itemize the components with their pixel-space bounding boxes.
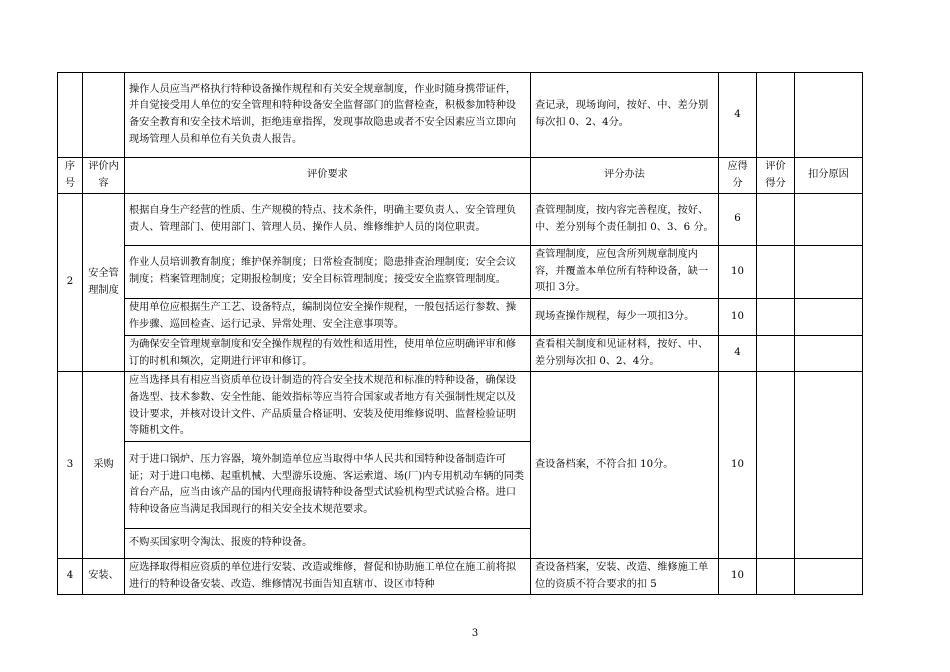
requirement-cell: 作业人员培训教育制度；维护保养制度；日常检查制度；隐患排查治理制度；安全会议制度；档案管理制度；定期报检制度；安全目标管理制度；接受安全监察管理制度。 [125, 246, 531, 299]
eval-score-cell [757, 194, 795, 246]
score-cell: 10 [719, 246, 757, 299]
header-content: 评价内容 [83, 158, 125, 194]
requirement-cell: 应选择取得相应资质的单位进行安装、改造或维修，督促和协助施工单位在施工前将拟进行的特种设备安装、改造、维修情况书面告知直辖市、设区市特种 [125, 559, 531, 595]
table-row [58, 246, 863, 299]
table-row [58, 335, 863, 371]
table-row-operator-duty [58, 73, 863, 158]
requirement-cell: 根据自身生产经营的性质、生产规模的特点、技术条件，明确主要负责人、安全管理负责人、管理部门、使用部门、管理人员、操作人员、维修维护人员的岗位职责。 [125, 194, 531, 246]
score-cell: 10 [719, 298, 757, 335]
table-row [58, 194, 863, 246]
evaluation-table [57, 72, 863, 595]
method-cell: 查管理制度，应包含所列规章制度内容，并覆盖本单位所有特种设备，缺一项扣 3分。 [531, 246, 719, 299]
method-cell: 查管理制度，按内容完善程度，按好、中、差分别每个责任制扣 0、3、6 分。 [531, 194, 719, 246]
requirement-cell: 不购买国家明令淘汰、报废的特种设备。 [125, 529, 531, 559]
section-4-seq: 4 [58, 559, 83, 595]
reason-cell [795, 335, 863, 371]
requirement-cell: 使用单位应根据生产工艺、设备特点，编制岗位安全操作规程，一般包括运行参数、操作步骤、巡回检查、运行记录、异常处理、安全注意事项等。 [125, 298, 531, 335]
section-2-title: 安全管理制度 [83, 194, 125, 372]
section-3-title: 采购 [83, 372, 125, 559]
seq-cell-empty [58, 73, 83, 158]
score-cell: 4 [719, 73, 757, 158]
table-row [58, 559, 863, 595]
eval-score-cell [757, 559, 795, 595]
table-row [58, 298, 863, 335]
reason-cell [795, 246, 863, 299]
page-number: 3 [471, 628, 479, 639]
requirement-cell: 操作人员应当严格执行特种设备操作规程和有关安全规章制度，作业时随身携带证件，并自觉接受用人单位的安全管理和特种设备安全监督部门的监督检查，积极参加特种设备安全教育和安全技术培训，拒绝违章指挥，发现事故隐患或者不安全因素应当立即向现场管理人员和单位有关负责人报告。 [125, 73, 531, 158]
section-2-seq: 2 [58, 194, 83, 372]
header-requirement: 评价要求 [125, 158, 531, 194]
content-cell-empty [83, 73, 125, 158]
method-cell: 现场查操作规程，每少一项扣3分。 [531, 298, 719, 335]
table-row [58, 372, 863, 442]
method-cell: 查看相关制度和见证材料，按好、中、差分别每次扣 0、2、4分。 [531, 335, 719, 371]
reason-cell [795, 372, 863, 559]
header-reason: 扣分原因 [795, 158, 863, 194]
header-seq: 序号 [58, 158, 83, 194]
reason-cell [795, 194, 863, 246]
requirement-cell: 应当选择具有相应当资质单位设计制造的符合安全技术规范和标准的特种设备，确保设备选型、技术参数、安全性能、能效指标等应当符合国家或者地方有关强制性规定以及设计要求，并核对设计文件、产品质量合格证明、安装及使用维修说明、监督检验证明等随机文件。 [125, 372, 531, 442]
score-cell: 6 [719, 194, 757, 246]
score-cell: 10 [719, 372, 757, 559]
section-3-seq: 3 [58, 372, 83, 559]
eval-score-cell [757, 73, 795, 158]
eval-score-cell [757, 335, 795, 371]
requirement-cell: 对于进口锅炉、压力容器，境外制造单位应当取得中华人民共和国特种设备制造许可证；对于进口电梯、起重机械、大型游乐设施、客运索道、场(厂)内专用机动车辆的同类首台产品，应当由该产品的国内代理商报请特种设备型式试验机构型式试验合格。进口特种设备应当满足我国现行的相关安全技术规范要求。 [125, 442, 531, 529]
section-4-title: 安装、 [83, 559, 125, 595]
reason-cell [795, 73, 863, 158]
score-cell: 10 [719, 559, 757, 595]
eval-score-cell [757, 298, 795, 335]
header-full-score: 应得分 [719, 158, 757, 194]
reason-cell [795, 559, 863, 595]
requirement-cell: 为确保安全管理规章制度和安全操作规程的有效性和适用性，使用单位应明确评审和修订的时机和频次，定期进行评审和修订。 [125, 335, 531, 371]
method-cell: 查设备档案，不符合扣 10分。 [531, 372, 719, 559]
method-cell: 查设备档案，安装、改造、维修施工单位的资质不符合要求的扣 5 [531, 559, 719, 595]
eval-score-cell [757, 372, 795, 559]
header-eval-score: 评价得分 [757, 158, 795, 194]
score-cell: 4 [719, 335, 757, 371]
header-row [58, 158, 863, 194]
method-cell: 查记录，现场询问，按好、中、差分别每次扣 0、2、4分。 [531, 73, 719, 158]
eval-score-cell [757, 246, 795, 299]
reason-cell [795, 298, 863, 335]
header-method: 评分办法 [531, 158, 719, 194]
